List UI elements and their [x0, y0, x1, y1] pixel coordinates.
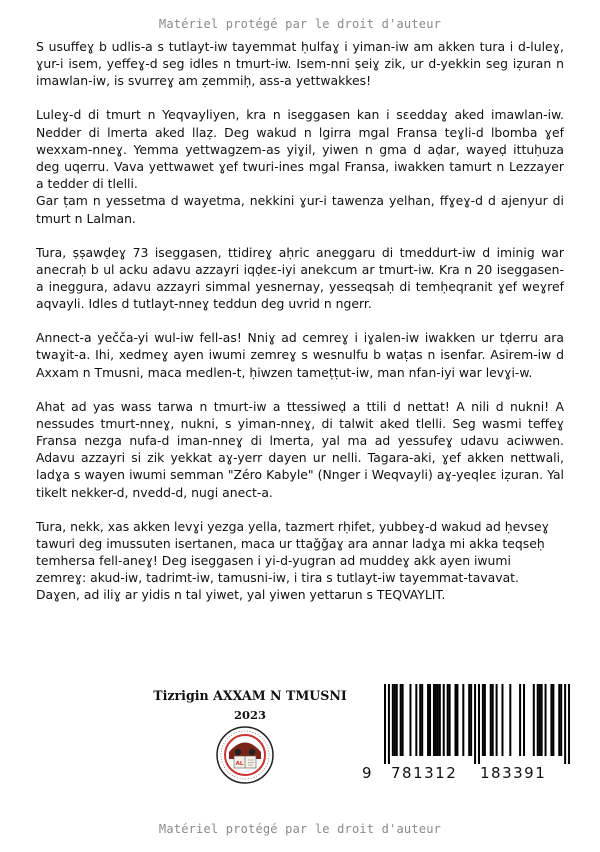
barcode-bar: [427, 684, 429, 756]
barcode-bar: [523, 684, 525, 756]
barcode-bar: [392, 684, 394, 756]
barcode-bar: [456, 684, 458, 756]
copyright-watermark-top: Matériel protégé par le droit d'auteur: [158, 17, 442, 31]
barcode-bar: [394, 684, 396, 756]
barcode-bar: [437, 684, 439, 756]
copyright-watermark-bottom: Matériel protégé par le droit d'auteur: [158, 822, 442, 836]
paragraph-5: Annect-a yečča-yi wul-iw fell-as! Nniɣ ad cemreɣ i iɣalen-iw iwakken ur tḍerru ara twaɣit-a. Ihi, xedmeɣ ayen iwumi zemreɣ s wesnulfu b waṭas n isenfar. Asirem-iw d Axxam n Tmusni, maca medlen-t, ḥiwzen tameṭṭut-iw, man nfan-iyi war levɣi-w.: [36, 330, 564, 380]
barcode-bar: [533, 684, 535, 756]
barcode-bar: [509, 684, 511, 756]
barcode-bar: [443, 684, 445, 756]
barcode-bar: [568, 684, 570, 764]
logo-text: AL: [235, 761, 244, 767]
barcode-bar: [539, 684, 541, 756]
paragraph-6: Ahat ad yas wass tarwa n tmurt-iw a ttessiweḍ a ttili d nettat! A nili d nukni! A nessudes tmurt-nneɣ, nukni, s yiman-nneɣ, di talwit aked tlelli. Seg wasmi teffeɣ Fransa nezga nufa-d iman-nneɣ di lmerta, yal ma ad yessufeɣ udavu aciwwen. Adavu azzayri si zik yekkat aɣ-yerr dayen ur nelli. Tagara-aki, ɣef akken nettwali, ladɣa s wayen iwumi semman "Zéro Kabyle" (Nnger i Weqvayli) aɣ-yeqleɛ iẓuran. Yal tikelt nekker-d, nvedd-d, nugi anect-a.: [36, 398, 564, 500]
barcode-bar: [429, 684, 431, 756]
barcode-bar: [400, 684, 402, 756]
barcode-bar: [552, 684, 554, 756]
barcode-bar: [474, 684, 476, 764]
barcode-bar: [419, 684, 421, 756]
barcode-group-left: 781312: [391, 764, 458, 782]
barcode-bar: [449, 684, 451, 756]
publication-year: 2023: [233, 708, 266, 722]
barcode-bar: [409, 684, 411, 756]
barcode-bar: [396, 684, 398, 756]
isbn-barcode: [360, 684, 570, 792]
barcode-bar: [462, 684, 464, 756]
barcode-bar: [468, 684, 470, 756]
barcode-bar: [435, 684, 437, 756]
barcode-bar: [439, 684, 441, 756]
publisher-logo-icon: [215, 725, 275, 785]
paragraph-1: S usuffeɣ b udlis-a s tutlayt-iw tayemmat ḥulfaɣ i yiman-iw am akken tura i d-luleɣ, ɣur-i isem, yeffeɣ-d seg idles n tmurt-iw. Isem-nni ṣeiɣ zik, ur d-yekkin seg iẓuran n imawlan-iw, is svurreɣ am ẓemmiḥ, ass-a yettwakkes!: [36, 39, 564, 89]
barcode-bar: [545, 684, 547, 756]
paragraph-4: Tura, ṣṣawḍeɣ 73 iseggasen, ttidireɣ aḥric aneggaru di tmeddurt-iw d iminig war anecraḥ b ul acku adavu azzayri iqḍeɛ-iyi anekcum ar tmurt-iw. Kra n 20 iseggasen-a ineggura, adavu azzayri simmal yesnernay, yesseqsaḥ di temḥeqranit ɣef weɣref aqvayli. Idles d tutlayt-nneɣ teddun deg uvrid n ngerr.: [36, 244, 564, 312]
barcode-bar: [482, 684, 484, 756]
paragraph-3: Gar ṭam n yessetma d wayetma, nekkini ɣur-i tawenza yelhan, ffɣeɣ-d d ajenyur di tmurt n Lalman.: [36, 193, 564, 226]
barcode-bar: [388, 684, 390, 764]
barcode-bar: [558, 684, 560, 756]
barcode-bar: [484, 684, 486, 756]
paragraph-7: Tura, nekk, xas akken levɣi yezga yella, tazmert rḥifet, yubbeɣ-d wakud ad ḥevseɣ tawuri deg imussuten isertanen, maca ur ttaǧǧaɣ ara annar ladɣa mi akka teqseḥ temhersa fell-aneɣ! Deg iseggasen i yi-d-yugran ad muddeɣ akk ayen iwumi zemreɣ: akud-iw, tadrimt-iw, tamusni-iw, i tira s tutlayt-iw tayemmat-tavavat. Daɣen, ad iliɣ ar yidis n tal yiwet, yal yiwen yettarun s TEQVAYLIT.: [36, 518, 550, 603]
barcode-bar: [490, 684, 492, 756]
barcode-bar: [537, 684, 539, 756]
barcode-bar: [564, 684, 566, 764]
barcode-bar: [492, 684, 494, 756]
barcode-bar: [560, 684, 562, 756]
barcode-bar: [454, 684, 456, 756]
barcode-bar: [519, 684, 521, 756]
barcode-group-right: 183391: [480, 764, 547, 782]
barcode-bar: [384, 684, 386, 764]
barcode-bar: [496, 684, 498, 756]
barcode-bar: [402, 684, 404, 756]
barcode-bar: [501, 684, 503, 756]
barcode-bar: [478, 684, 480, 764]
paragraph-2: Luleɣ-d di tmurt n Yeqvayliyen, kra n iseggasen kan i sɛeddaɣ aked imawlan-iw. Nedder di lmerta aked llaẓ. Deg wakud n lgirra mgal Fransa teɣli-d lbomba ɣef wexxam-nneɣ. Yemma yettwagzem-as yiɣil, yiwen n gma d aḍar, wayeḍ ittuḥuza deg uqerru. Vava yettwawet ɣef twuri-ines mgal Fransa, iwakken tamurt n Lezzayer a tedder di tlelli.: [36, 107, 564, 192]
barcode-bar: [415, 684, 417, 756]
barcode-bar: [447, 684, 449, 756]
barcode-bar: [421, 684, 423, 756]
barcode-bar: [541, 684, 543, 756]
back-cover-text: [36, 38, 564, 604]
barcode-digit-lead: 9: [362, 764, 374, 782]
barcode-bar: [433, 684, 435, 756]
barcode-bar: [470, 684, 472, 756]
barcode-bar: [550, 684, 552, 756]
publisher-name: Tizrigin AXXAM N TMUSNI: [153, 688, 347, 703]
